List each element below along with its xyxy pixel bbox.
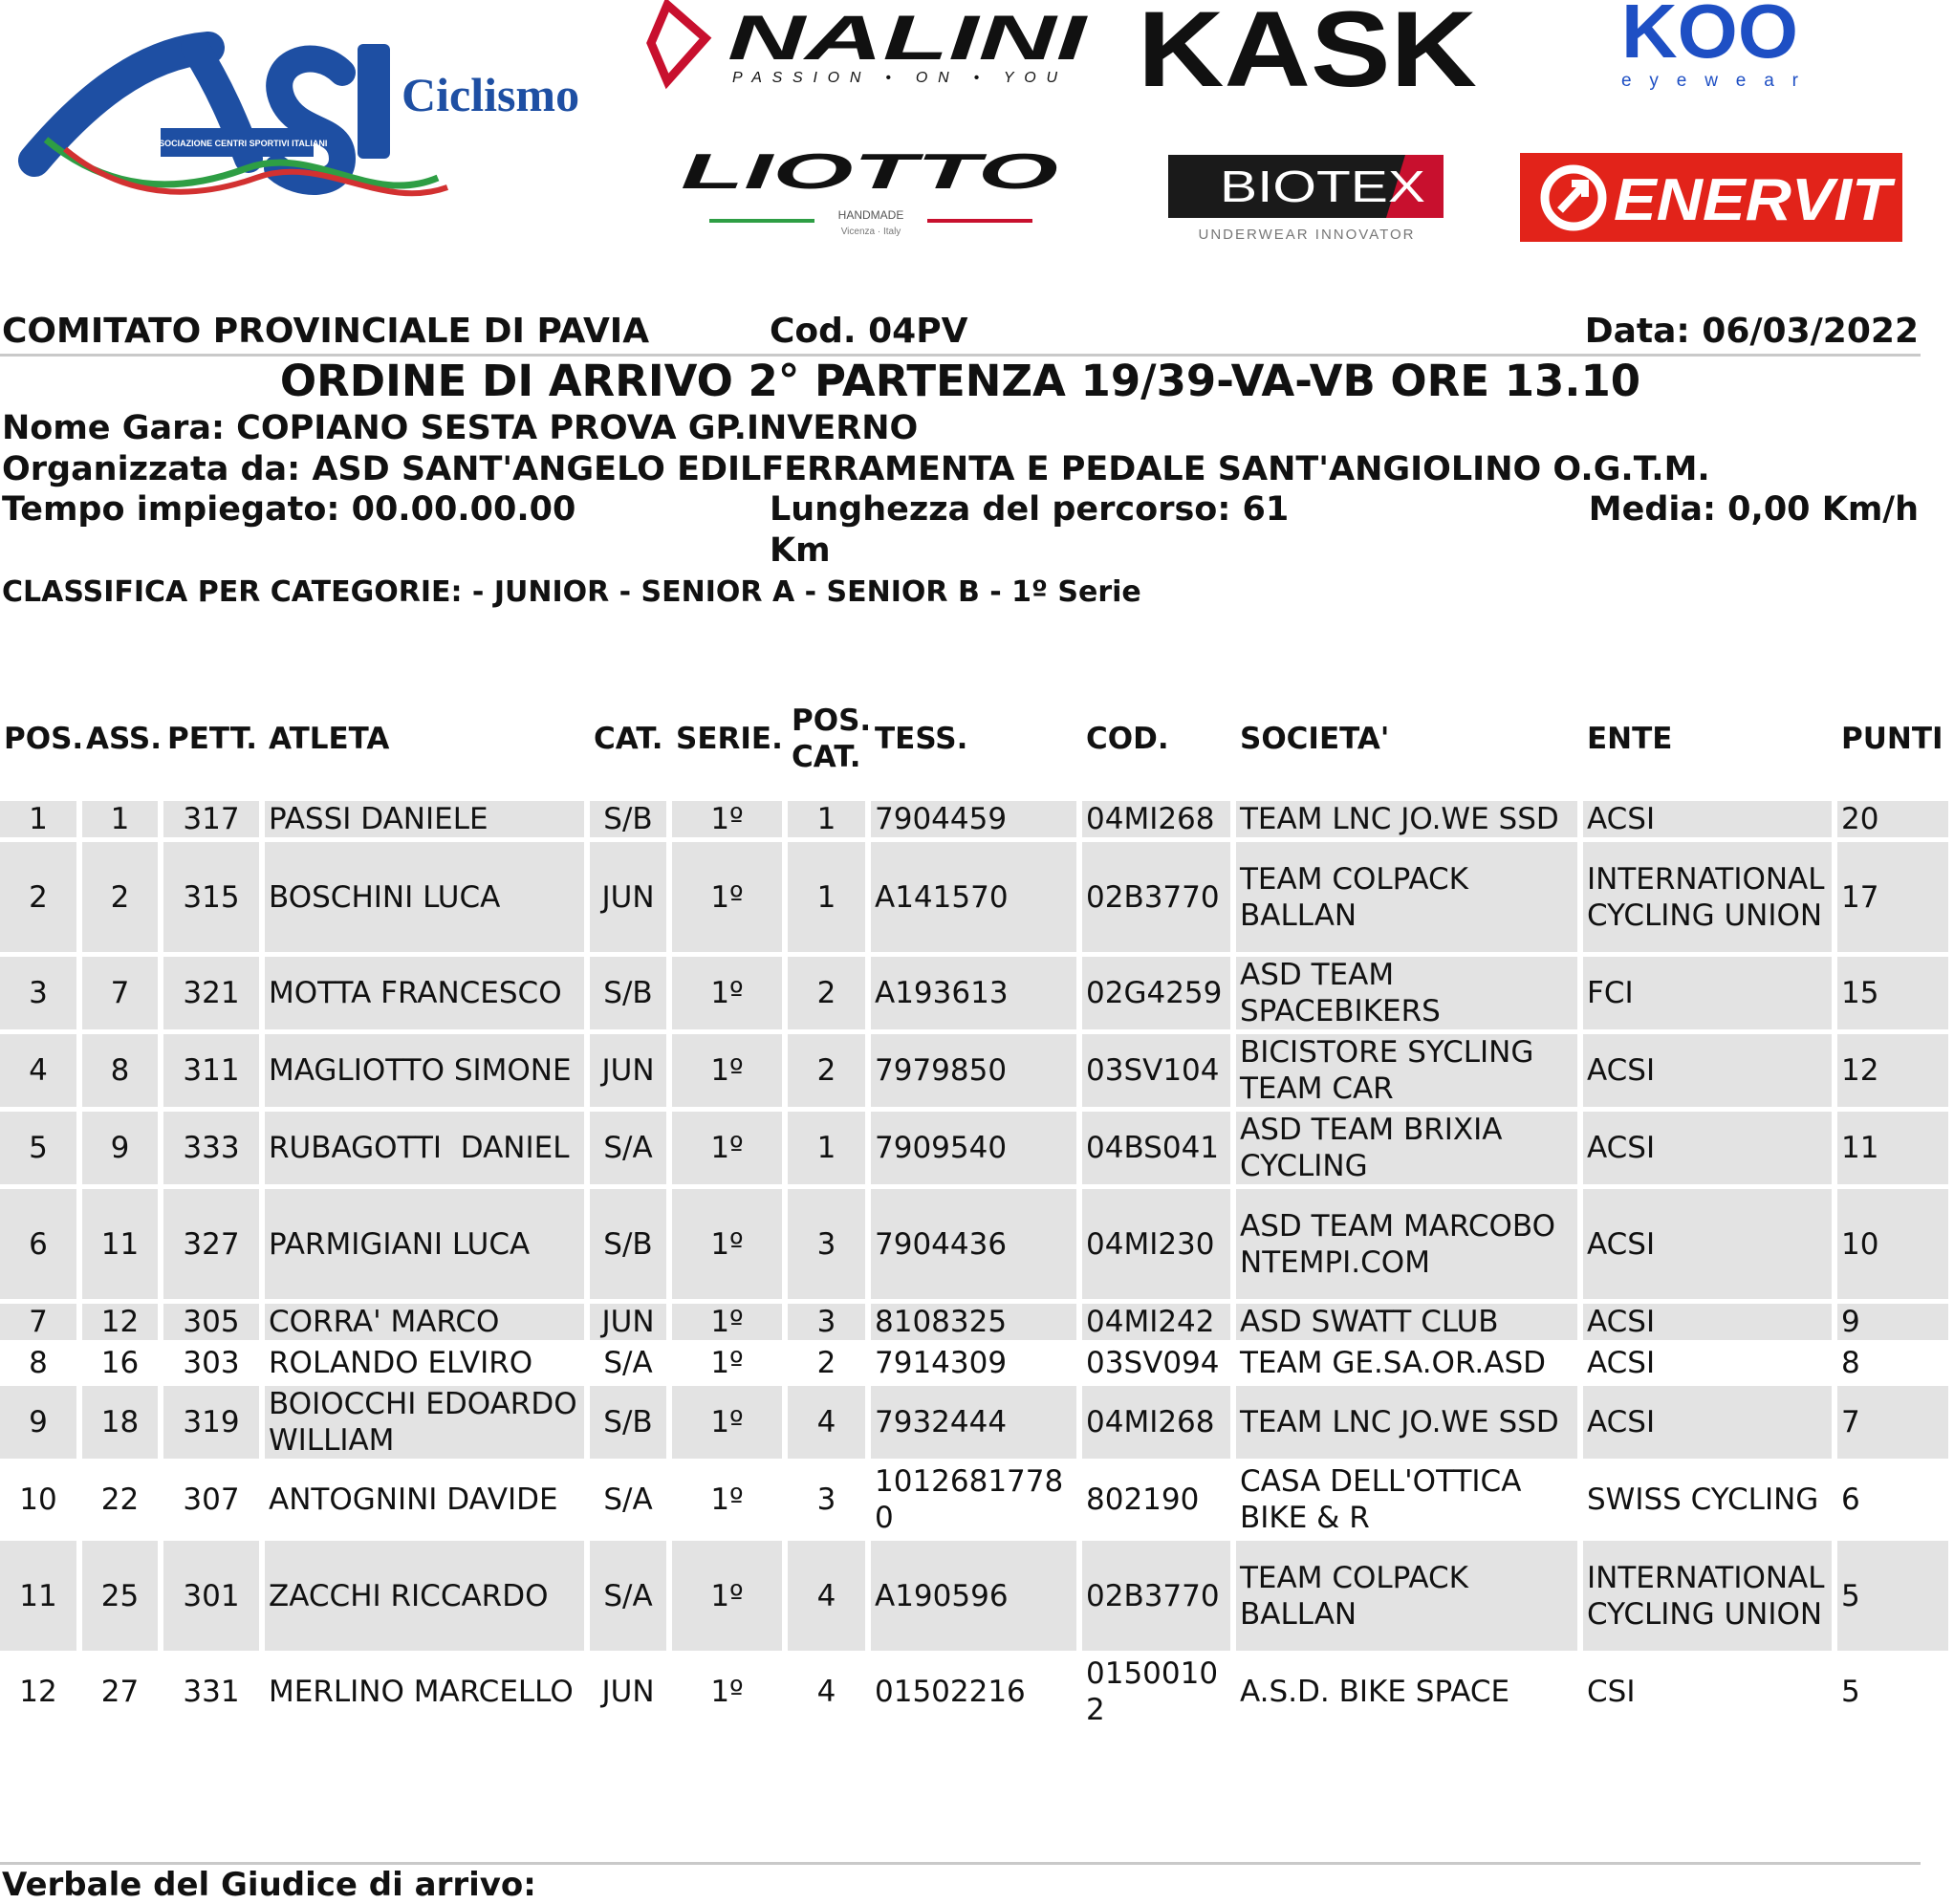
- cell-serie: 1º: [672, 1189, 782, 1299]
- cell-pett: 301: [163, 1541, 259, 1651]
- cell-punti: 5: [1837, 1541, 1948, 1651]
- table-row: [0, 957, 1948, 1029]
- cell-pos: 5: [0, 1112, 76, 1184]
- cell-punti: 10: [1837, 1189, 1948, 1299]
- cell-pett: 321: [163, 957, 259, 1029]
- col-header-cat: CAT.: [594, 722, 663, 756]
- nalini-tagline: PASSION • ON • YOU: [732, 70, 1057, 86]
- cell-atleta: BOIOCCHI EDOARDO WILLIAM: [265, 1386, 584, 1459]
- cell-ass: 12: [82, 1304, 158, 1340]
- cell-ente: ACSI: [1583, 1034, 1832, 1107]
- cell-serie: 1º: [672, 1112, 782, 1184]
- cell-cod: 03SV094: [1086, 1346, 1220, 1380]
- cell-atleta: RUBAGOTTI DANIEL: [265, 1112, 584, 1184]
- cell-cat: JUN: [601, 1675, 655, 1709]
- cell-ente: INTERNATIONAL CYCLING UNION: [1583, 1541, 1832, 1651]
- liotto-origin: Vicenza · Italy: [840, 227, 901, 237]
- cell-cod: 04MI230: [1082, 1189, 1230, 1299]
- cell-pos: 1: [0, 801, 76, 837]
- cell-pett: 319: [163, 1386, 259, 1459]
- cell-cat: JUN: [590, 1034, 666, 1107]
- course-length-unit: Km: [770, 531, 831, 570]
- table-header-row: [0, 682, 1948, 796]
- table-row: [0, 1304, 1948, 1340]
- results-table: [0, 677, 1954, 1733]
- table-row: [0, 1189, 1948, 1299]
- cell-pos: 4: [0, 1034, 76, 1107]
- cell-pos-cat: 4: [816, 1675, 836, 1709]
- judge-report-label: Verbale del Giudice di arrivo:: [2, 1866, 536, 1904]
- koo-eyewear-logo: [1621, 0, 1803, 91]
- koo-wordmark: KOO: [1621, 0, 1798, 74]
- cell-pos: 11: [0, 1541, 76, 1651]
- cell-ass: 27: [100, 1675, 140, 1709]
- page-title: ORDINE DI ARRIVO 2° PARTENZA 19/39-VA-VB ORE 13.10: [279, 356, 1641, 406]
- cell-pos-cat: 3: [788, 1189, 865, 1299]
- col-header-societa: SOCIETA': [1240, 722, 1390, 756]
- race-organizer: Organizzata da: ASD SANT'ANGELO EDILFERRAMENTA E PEDALE SANT'ANGIOLINO O.G.T.M.: [2, 450, 1710, 488]
- cell-ente: ACSI: [1583, 1189, 1832, 1299]
- cell-societa: BICISTORE SYCLING TEAM CAR: [1236, 1034, 1577, 1107]
- cell-cod: 03SV104: [1082, 1034, 1230, 1107]
- cell-societa: ASD TEAM SPACEBIKERS: [1236, 957, 1577, 1029]
- cell-atleta: MOTTA FRANCESCO: [265, 957, 584, 1029]
- cell-tess: 8108325: [871, 1304, 1076, 1340]
- cell-tess: A193613: [871, 957, 1076, 1029]
- cell-pos: 2: [0, 842, 76, 952]
- cell-ass: 16: [100, 1346, 140, 1380]
- cell-ass: 8: [82, 1034, 158, 1107]
- cell-tess: 01502216: [875, 1675, 1026, 1709]
- table-row: [0, 1655, 1948, 1728]
- cell-atleta: PASSI DANIELE: [265, 801, 584, 837]
- cell-serie: 1º: [672, 842, 782, 952]
- cell-ente: SWISS CYCLING: [1587, 1482, 1819, 1517]
- cell-serie: 1º: [710, 1675, 744, 1709]
- cell-ente: ACSI: [1583, 1304, 1832, 1340]
- cell-cat: S/A: [603, 1346, 653, 1380]
- cell-ass: 7: [82, 957, 158, 1029]
- kask-logo: [1138, 0, 1482, 109]
- cell-pos-cat: 4: [788, 1386, 865, 1459]
- cell-punti: 5: [1841, 1675, 1860, 1709]
- cell-societa: TEAM COLPACK BALLAN: [1236, 1541, 1577, 1651]
- biotex-logo: [1168, 155, 1444, 245]
- cell-cat: JUN: [590, 842, 666, 952]
- liotto-logo: [681, 144, 1063, 244]
- cell-societa: CASA DELL'OTTICA BIKE & R: [1240, 1464, 1522, 1535]
- cell-societa: TEAM COLPACK BALLAN: [1236, 842, 1577, 952]
- cell-pos-cat: 1: [788, 1112, 865, 1184]
- cell-pos-cat: 4: [788, 1541, 865, 1651]
- enervit-wordmark: ENERVIT: [1614, 167, 1897, 233]
- table-row: [0, 1034, 1948, 1107]
- cell-pos-cat: 1: [788, 842, 865, 952]
- acsi-tagline: ASSOCIAZIONE CENTRI SPORTIVI ITALIANI: [146, 139, 328, 148]
- cell-ente: ACSI: [1583, 1386, 1832, 1459]
- average-speed: Media: 0,00 Km/h: [1588, 490, 1919, 529]
- kask-wordmark: KASK: [1138, 0, 1477, 109]
- col-header-atleta: ATLETA: [269, 722, 390, 756]
- cell-ente: ACSI: [1583, 801, 1832, 837]
- liotto-wordmark: LIOTTO: [681, 144, 1058, 200]
- table-row: [0, 1345, 1948, 1381]
- col-header-pos-cat: POS. CAT.: [792, 703, 872, 774]
- cell-ass: 9: [82, 1112, 158, 1184]
- cell-ente: ACSI: [1587, 1346, 1656, 1380]
- cell-punti: 7: [1837, 1386, 1948, 1459]
- col-header-serie: SERIE.: [676, 722, 783, 756]
- table-row: [0, 1386, 1948, 1459]
- cell-cat: JUN: [590, 1304, 666, 1340]
- cell-ente: FCI: [1583, 957, 1832, 1029]
- cell-cat: S/A: [590, 1112, 666, 1184]
- cell-tess: 7909540: [871, 1112, 1076, 1184]
- col-header-punti: PUNTI: [1841, 722, 1943, 756]
- cell-atleta: ZACCHI RICCARDO: [265, 1541, 584, 1651]
- cell-punti: 15: [1837, 957, 1948, 1029]
- cell-pett: 307: [183, 1482, 240, 1517]
- cell-societa: TEAM LNC JO.WE SSD: [1236, 1386, 1577, 1459]
- cell-pett: 315: [163, 842, 259, 952]
- cell-cat: S/A: [590, 1541, 666, 1651]
- cell-tess: 7914309: [875, 1346, 1008, 1380]
- cell-punti: 20: [1837, 801, 1948, 837]
- cell-atleta: BOSCHINI LUCA: [265, 842, 584, 952]
- table-row: [0, 842, 1948, 952]
- enervit-logo: [1520, 153, 1902, 242]
- cell-cod: 04BS041: [1082, 1112, 1230, 1184]
- cell-societa: TEAM GE.SA.OR.ASD: [1240, 1346, 1547, 1380]
- cell-tess: 7979850: [871, 1034, 1076, 1107]
- cell-serie: 1º: [710, 1346, 744, 1380]
- classification-categories: CLASSIFICA PER CATEGORIE: - JUNIOR - SENIOR A - SENIOR B - 1º Serie: [2, 575, 1141, 609]
- cell-ass: 2: [82, 842, 158, 952]
- race-date: Data: 06/03/2022: [1584, 312, 1919, 351]
- cell-tess: A141570: [871, 842, 1076, 952]
- cell-serie: 1º: [672, 1386, 782, 1459]
- nalini-logo: [646, 0, 1096, 91]
- cell-cat: S/A: [603, 1482, 653, 1517]
- cell-pos: 10: [19, 1482, 57, 1517]
- cell-punti: 17: [1837, 842, 1948, 952]
- cell-ass: 1: [82, 801, 158, 837]
- cell-pos-cat: 1: [788, 801, 865, 837]
- cell-punti: 9: [1837, 1304, 1948, 1340]
- cell-punti: 6: [1841, 1482, 1860, 1517]
- cell-atleta: ROLANDO ELVIRO: [269, 1346, 533, 1380]
- cell-pos-cat: 3: [816, 1482, 836, 1517]
- cell-pos: 3: [0, 957, 76, 1029]
- cell-pos: 12: [19, 1675, 57, 1709]
- cell-pett: 333: [163, 1112, 259, 1184]
- cell-ente: ACSI: [1583, 1112, 1832, 1184]
- koo-tagline: eyewear: [1621, 71, 1798, 91]
- liotto-tagline: HANDMADE: [837, 208, 904, 222]
- cell-cod: 802190: [1086, 1482, 1200, 1517]
- nalini-wordmark: NALINI: [727, 2, 1089, 73]
- cell-punti: 12: [1837, 1034, 1948, 1107]
- col-header-ente: ENTE: [1587, 722, 1673, 756]
- committee-code: Cod. 04PV: [770, 312, 968, 351]
- col-header-tess: TESS.: [875, 722, 968, 756]
- cell-tess: 7904436: [871, 1189, 1076, 1299]
- biotex-wordmark: BIOTEX: [1220, 162, 1425, 211]
- cell-societa: TEAM LNC JO.WE SSD: [1236, 801, 1577, 837]
- table-row: [0, 1112, 1948, 1184]
- cell-tess: 7904459: [871, 801, 1076, 837]
- cell-serie: 1º: [672, 801, 782, 837]
- cell-pett: 327: [163, 1189, 259, 1299]
- cell-tess: 7932444: [871, 1386, 1076, 1459]
- cell-serie: 1º: [710, 1482, 744, 1517]
- cell-cod: 02G4259: [1082, 957, 1230, 1029]
- cell-pett: 331: [183, 1675, 240, 1709]
- cell-tess: 10126817780: [875, 1464, 1064, 1535]
- acsi-ciclismo-logo: [27, 34, 591, 216]
- cell-cod: 01500102: [1086, 1656, 1219, 1727]
- cell-atleta: CORRA' MARCO: [265, 1304, 584, 1340]
- cell-serie: 1º: [672, 1541, 782, 1651]
- cell-cod: 02B3770: [1082, 1541, 1230, 1651]
- footer-divider: [0, 1862, 1921, 1865]
- cell-societa: ASD TEAM BRIXIA CYCLING: [1236, 1112, 1577, 1184]
- biotex-tagline: UNDERWEAR INNOVATOR: [1198, 227, 1414, 243]
- cell-serie: 1º: [672, 957, 782, 1029]
- cell-ass: 11: [82, 1189, 158, 1299]
- cell-ass: 18: [82, 1386, 158, 1459]
- cell-atleta: PARMIGIANI LUCA: [265, 1189, 584, 1299]
- cell-pos-cat: 2: [788, 957, 865, 1029]
- cell-pos-cat: 2: [816, 1346, 836, 1380]
- cell-serie: 1º: [672, 1034, 782, 1107]
- table-row: [0, 1541, 1948, 1651]
- cell-atleta: MAGLIOTTO SIMONE: [265, 1034, 584, 1107]
- cell-pos: 7: [0, 1304, 76, 1340]
- cell-pos-cat: 3: [788, 1304, 865, 1340]
- col-header-cod: COD.: [1086, 722, 1169, 756]
- cell-punti: 11: [1837, 1112, 1948, 1184]
- cell-pos-cat: 2: [788, 1034, 865, 1107]
- col-header-pos: POS.: [4, 722, 84, 756]
- cell-ente: INTERNATIONAL CYCLING UNION: [1583, 842, 1832, 952]
- cell-pett: 305: [163, 1304, 259, 1340]
- cell-pett: 311: [163, 1034, 259, 1107]
- cell-ente: CSI: [1587, 1675, 1636, 1709]
- cell-cat: S/B: [590, 957, 666, 1029]
- cell-cat: S/B: [590, 1386, 666, 1459]
- committee-name: COMITATO PROVINCIALE DI PAVIA: [2, 312, 650, 351]
- cell-pos: 8: [29, 1346, 48, 1380]
- elapsed-time: Tempo impiegato: 00.00.00.00: [2, 490, 576, 529]
- cell-cod: 04MI268: [1082, 1386, 1230, 1459]
- col-header-ass: ASS.: [86, 722, 163, 756]
- cell-pett: 317: [163, 801, 259, 837]
- cell-ass: 22: [100, 1482, 140, 1517]
- cell-atleta: ANTOGNINI DAVIDE: [269, 1482, 558, 1517]
- cell-punti: 8: [1841, 1346, 1860, 1380]
- course-length: Lunghezza del percorso: 61: [770, 490, 1290, 529]
- col-header-pett: PETT.: [167, 722, 257, 756]
- cell-cat: S/B: [590, 801, 666, 837]
- cell-atleta: MERLINO MARCELLO: [269, 1675, 574, 1709]
- table-row: [0, 801, 1948, 837]
- cell-cod: 04MI268: [1082, 801, 1230, 837]
- table-row: [0, 1463, 1948, 1536]
- cell-pos: 6: [0, 1189, 76, 1299]
- cell-pos: 9: [0, 1386, 76, 1459]
- cell-societa: ASD SWATT CLUB: [1236, 1304, 1577, 1340]
- cell-tess: A190596: [871, 1541, 1076, 1651]
- race-name: Nome Gara: COPIANO SESTA PROVA GP.INVERNO: [2, 409, 919, 447]
- cell-cat: S/B: [590, 1189, 666, 1299]
- cell-societa: A.S.D. BIKE SPACE: [1240, 1675, 1510, 1709]
- cell-pett: 303: [183, 1346, 240, 1380]
- cell-cod: 04MI242: [1082, 1304, 1230, 1340]
- ciclismo-wordmark: Ciclismo: [402, 68, 580, 121]
- cell-societa: ASD TEAM MARCOBONTEMPI.COM: [1236, 1189, 1577, 1299]
- cell-cod: 02B3770: [1082, 842, 1230, 952]
- cell-serie: 1º: [672, 1304, 782, 1340]
- cell-ass: 25: [82, 1541, 158, 1651]
